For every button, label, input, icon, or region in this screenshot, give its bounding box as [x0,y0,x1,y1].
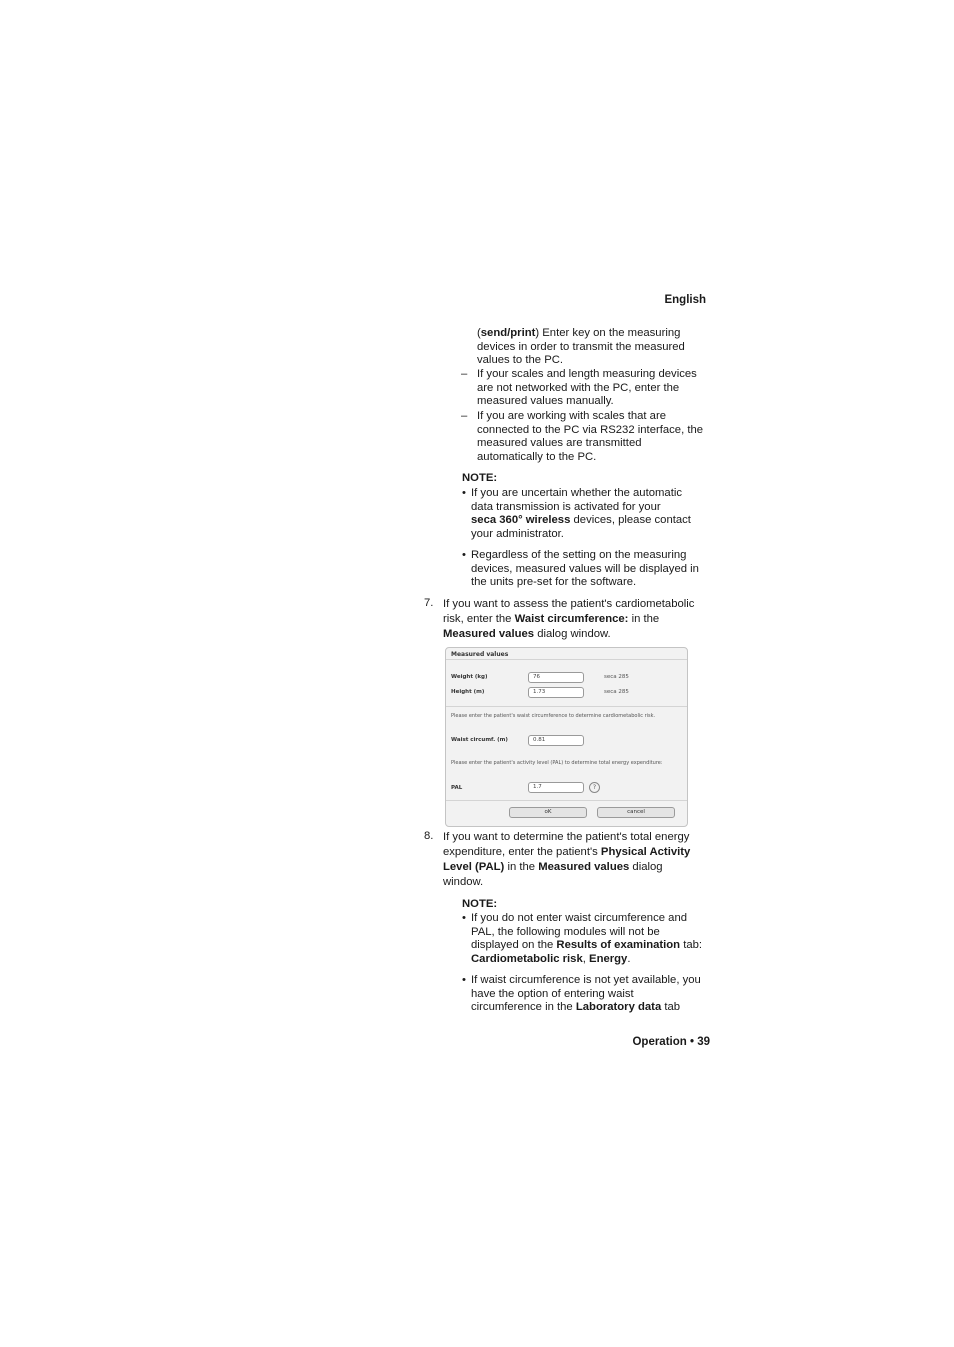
waist-hint: Please enter the patient's waist circumference to determine cardiometabolic risk. [451,713,656,719]
step-number: 8. [424,830,434,842]
weight-device: seca 285 [604,674,629,680]
dialog-title: Measured values [451,651,509,658]
height-input[interactable]: 1.73 [528,687,584,698]
step-8-text: If you want to determine the patient's total energy expenditure, enter the patient's Physical Activity Level (PAL) in the Measured values dialog window. [443,831,691,888]
measured-values-dialog [445,647,688,827]
page-language-header: English [664,294,706,306]
pal-label: PAL [451,785,463,791]
pal-hint: Please enter the patient's activity level (PAL) to determine total energy expenditure: [451,760,663,766]
page-footer: Operation • 39 [632,1036,710,1048]
divider [446,800,687,801]
pal-input[interactable]: 1.7 [528,782,584,793]
weight-label: Weight (kg) [451,674,488,680]
intro-paragraph: (send/print) Enter key on the measuring devices in order to transmit the measured values to the PC. [477,327,685,367]
divider [446,659,687,660]
ok-button[interactable]: oK [509,807,587,818]
height-device: seca 285 [604,689,629,695]
divider [446,706,687,707]
step-7-text: If you want to assess the patient's cardiometabolic risk, enter the Waist circumference: in the Measured values dialog window. [443,598,695,640]
weight-input[interactable]: 76 [528,672,584,683]
step-number: 7. [424,597,434,609]
help-icon[interactable]: ? [589,782,600,793]
send-print-key: send/print [480,327,536,339]
cancel-button[interactable]: cancel [597,807,675,818]
height-label: Height (m) [451,689,485,695]
waist-label: Waist circumf. (m) [451,737,508,743]
note-title: NOTE: [462,898,498,910]
waist-circumference-input[interactable]: 0.81 [528,735,584,746]
note-title: NOTE: [462,472,498,484]
